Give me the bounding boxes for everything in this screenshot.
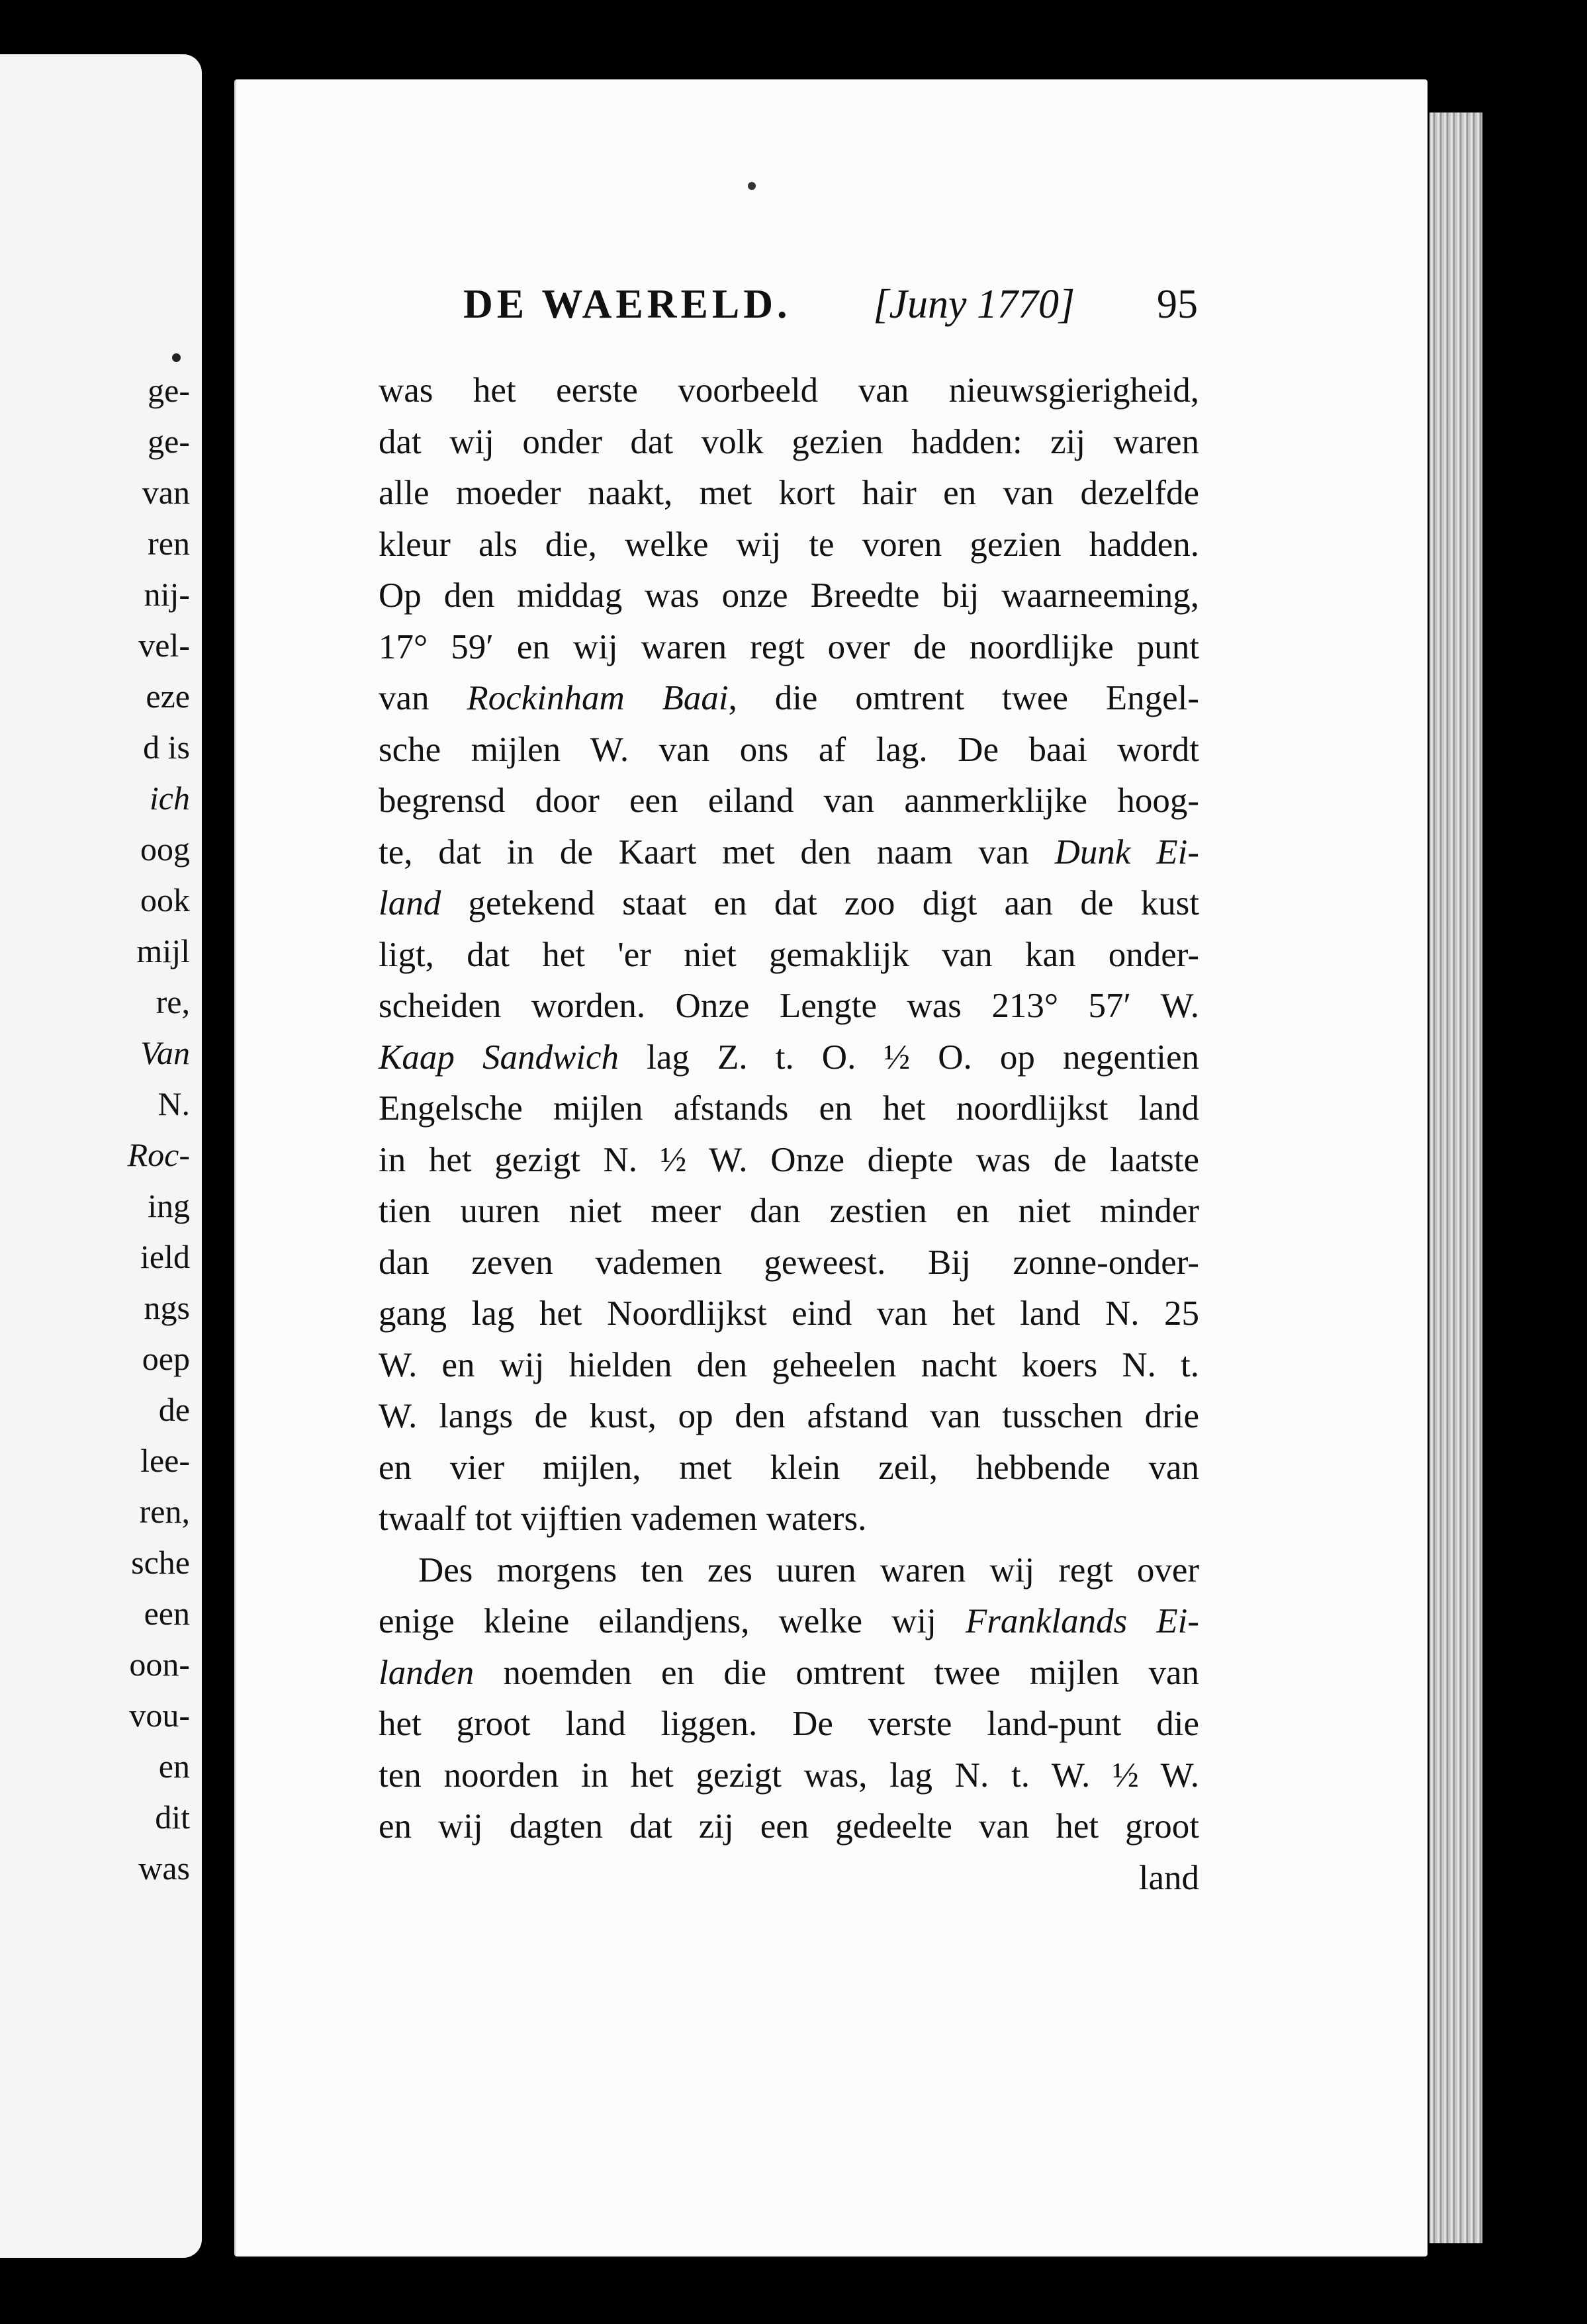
text-line: in het gezigt N. ½ W. Onze diepte was de laatste: [379, 1140, 1199, 1179]
left-line-fragment: van: [142, 474, 190, 511]
text-line: Engelsche mijlen afstands en het noordlijkst land: [379, 1089, 1199, 1128]
text-line: begrensd door een eiland van aanmerklijke hoog-: [379, 782, 1199, 820]
left-line-fragment: was: [138, 1850, 190, 1887]
text-line: Op den middag was onze Breedte bij waarneeming,: [379, 576, 1199, 615]
left-line-fragment: oon-: [129, 1646, 190, 1683]
left-line-fragment: nij-: [144, 576, 190, 613]
left-line-fragment: oep: [142, 1340, 190, 1377]
left-line-fragment: lee-: [140, 1442, 190, 1479]
running-title: DE WAERELD.: [463, 282, 792, 327]
left-line-fragment: ge-: [148, 372, 190, 409]
left-line-fragment: eze: [146, 678, 190, 715]
left-line-fragment: sche: [131, 1544, 190, 1581]
text-line: dan zeven vademen geweest. Bij zonne-onder-: [379, 1243, 1199, 1282]
text-line: enige kleine eilandjens, welke wij Franklands Ei-: [379, 1602, 1200, 1640]
book-page-edges: [1429, 112, 1482, 2243]
left-line-fragment: vou-: [129, 1697, 190, 1734]
place-name: land: [379, 884, 441, 922]
left-line-fragment: ge-: [148, 423, 190, 460]
text-line: te, dat in de Kaart met den naam van Dunk Ei-: [379, 832, 1199, 871]
left-line-fragment: ing: [148, 1187, 190, 1224]
left-page-fragment: [0, 54, 202, 2258]
left-line-fragment: Roc-: [127, 1136, 190, 1173]
text-line: dat wij onder dat volk gezien hadden: zij waren: [379, 422, 1199, 461]
text-line: was het eerste voorbeeld van nieuwsgierigheid,: [379, 371, 1199, 410]
catchword: land: [1138, 1858, 1199, 1897]
left-line-fragment: Van: [140, 1034, 190, 1071]
running-date: [Juny 1770]: [873, 282, 1075, 327]
text-line: scheiden worden. Onze Lengte was 213° 57′ W.: [379, 987, 1199, 1025]
left-line-fragment: N.: [158, 1085, 190, 1122]
left-line-fragment: ren,: [139, 1493, 190, 1530]
text-line: Kaap Sandwich lag Z. t. O. ½ O. op negentien: [379, 1038, 1200, 1077]
left-line-fragment: ich: [149, 780, 190, 817]
place-name: Dunk Ei-: [1054, 832, 1199, 871]
text-line: twaalf tot vijftien vademen waters.: [379, 1499, 867, 1538]
text-line: Des morgens ten zes uuren waren wij regt over: [418, 1550, 1199, 1589]
left-line-fragment: en: [158, 1748, 190, 1785]
left-line-fragment: ngs: [144, 1289, 190, 1326]
left-page-line-ends: [128, 365, 190, 1894]
text-line: en vier mijlen, met klein zeil, hebbende van: [379, 1448, 1199, 1487]
text-line: het groot land liggen. De verste land-punt die: [379, 1705, 1199, 1743]
left-line-fragment: een: [144, 1595, 190, 1632]
text-line: gang lag het Noordlijkst eind van het land N. 25: [379, 1294, 1199, 1333]
page-mark: [748, 182, 756, 190]
left-line-fragment: mijl: [136, 932, 190, 969]
text-line: W. langs de kust, op den afstand van tusschen drie: [379, 1397, 1199, 1435]
place-name: Rockinham Baai: [467, 679, 729, 717]
running-head: [463, 281, 1198, 328]
text-line: tien uuren niet meer dan zestien en niet minder: [379, 1192, 1199, 1230]
page-number: 95: [1156, 282, 1198, 327]
left-line-fragment: de: [158, 1391, 190, 1428]
text-line: landen noemden en die omtrent twee mijlen van: [379, 1653, 1199, 1692]
left-line-fragment: dit: [155, 1799, 190, 1836]
text-line: 17° 59′ en wij waren regt over de noordlijke punt: [379, 627, 1199, 666]
left-line-fragment: ook: [140, 881, 190, 918]
place-name: Kaap Sandwich: [379, 1038, 619, 1077]
text-line: alle moeder naakt, met kort hair en van dezelfde: [379, 474, 1199, 512]
left-line-fragment: oog: [140, 830, 190, 868]
text-line: ligt, dat het 'er niet gemaklijk van kan onder-: [379, 935, 1199, 974]
text-line: sche mijlen W. van ons af lag. De baai wordt: [379, 730, 1199, 769]
text-line: van Rockinham Baai, die omtrent twee Engel-: [379, 679, 1200, 717]
left-line-fragment: ren: [148, 525, 190, 562]
left-line-fragment: d is: [143, 729, 190, 766]
place-name: Franklands Ei-: [965, 1602, 1200, 1640]
left-line-fragment: re,: [156, 983, 190, 1020]
left-line-fragment: vel-: [138, 627, 190, 664]
left-line-fragment: ield: [140, 1238, 190, 1275]
place-name: landen: [379, 1653, 475, 1692]
text-line: W. en wij hielden den geheelen nacht koers N. t.: [379, 1345, 1199, 1384]
text-line: land getekend staat en dat zoo digt aan de kust: [379, 884, 1199, 922]
left-page-mark: [172, 353, 181, 362]
text-line: kleur als die, welke wij te voren gezien hadden.: [379, 525, 1199, 564]
text-line: ten noorden in het gezigt was, lag N. t. W. ½ W.: [379, 1756, 1199, 1795]
body-text: [379, 365, 1199, 1904]
text-line: en wij dagten dat zij een gedeelte van het groot: [379, 1807, 1199, 1846]
